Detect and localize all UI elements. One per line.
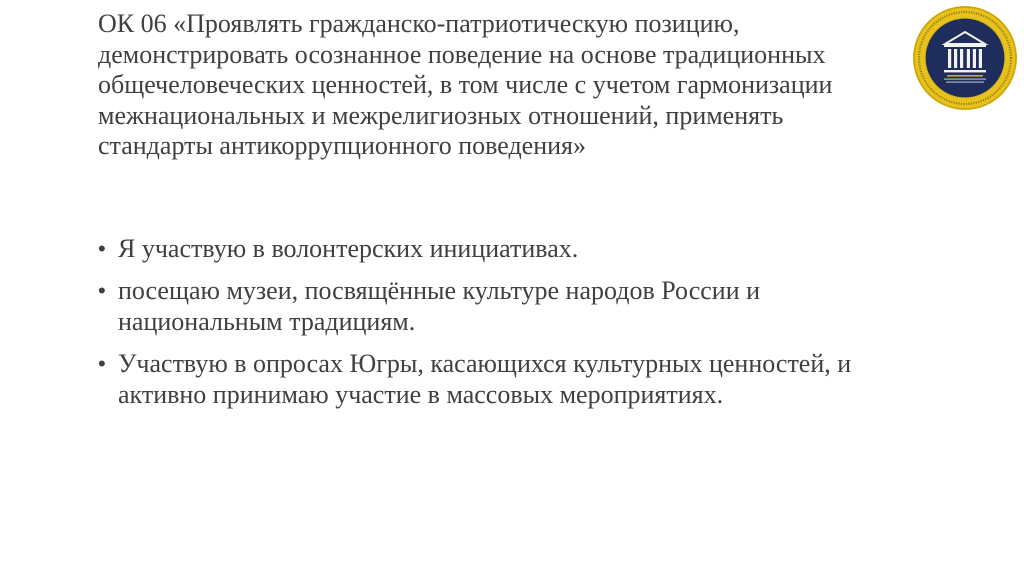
bullet-list	[98, 233, 898, 421]
bullet-icon: •	[98, 351, 106, 376]
list-item-text: посещаю музеи, посвящённые культуре народов России и национальным традициям.	[118, 276, 761, 336]
college-emblem-icon	[911, 4, 1019, 112]
bullet-icon: •	[98, 278, 106, 303]
list-item-text: Участвую в опросах Югры, касающихся культурных ценностей, и активно принимаю участие в массовых мероприятиях.	[118, 349, 852, 409]
bullet-icon: •	[98, 236, 106, 261]
list-item	[98, 348, 898, 410]
slide-heading: ОК 06 «Проявлять гражданско-патриотическую позицию, демонстрировать осознанное поведение на основе традиционных общечеловеческих ценностей, в том числе с учетом гармонизации межнациональных и межрелигиозных отношений, применять стандарты антикоррупционного поведения»	[98, 9, 833, 160]
list-item-text: Я участвую в волонтерских инициативах.	[118, 234, 579, 263]
list-item	[98, 275, 898, 337]
list-item	[98, 233, 898, 264]
